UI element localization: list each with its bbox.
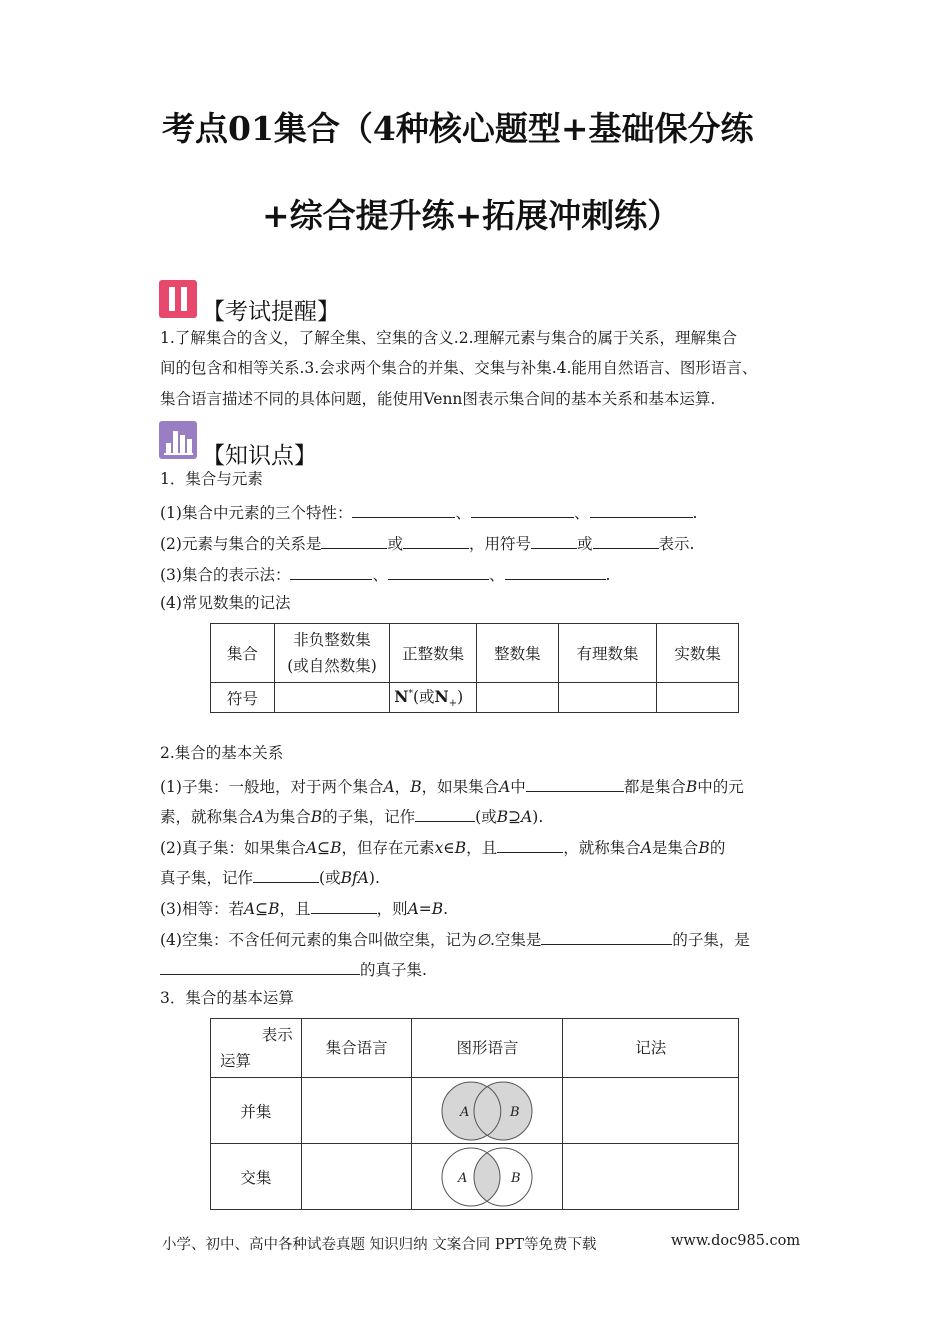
cell-rational-symbol[interactable] [558, 683, 657, 713]
pos-int-n-alt: N [434, 687, 449, 707]
rel-a-eq-b: A=B [407, 900, 444, 918]
var-a: A [499, 778, 511, 796]
k1-line-1 [160, 503, 697, 522]
intersection-venn-diagram [412, 1144, 563, 1210]
pos-int-close: ) [457, 688, 464, 707]
t: 都是集合 [623, 778, 686, 796]
row-union-label: 并集 [211, 1078, 302, 1144]
row-label-symbol: 符号 [211, 683, 275, 713]
header-set: 集合 [211, 624, 275, 683]
header-nonneg-int [274, 624, 390, 683]
blank-method-1[interactable] [290, 565, 372, 580]
var-b: B [410, 778, 422, 796]
pos-int-plus: + [448, 698, 458, 710]
k2-empty-line-1 [160, 930, 750, 949]
footer-text: 小学、初中、高中各种试卷真题 知识归纳 文案合同 PPT等免费下载 [162, 1237, 597, 1253]
sep: 、 [573, 504, 590, 522]
header-real: 实数集 [657, 624, 739, 683]
venn-label-a: A [458, 1170, 468, 1186]
k1-l3-text: (3)集合的表示法： [160, 566, 291, 584]
empty-set-symbol: ∅ [476, 931, 490, 949]
blank-property-3[interactable] [590, 503, 693, 518]
t: 中的元 [697, 778, 744, 796]
venn-label-b: B [511, 1170, 522, 1186]
var-a: A [253, 808, 265, 826]
t: ，就称集合 [563, 839, 641, 857]
cell-intersection-notation[interactable] [563, 1144, 739, 1210]
t: ，且 [279, 900, 311, 918]
exam-reminder-heading: 【考试提醒】 [202, 299, 340, 325]
t: (1)子集：一般地，对于两个集合 [160, 778, 384, 796]
cell-intersection-set-language[interactable] [301, 1144, 412, 1210]
blank-equal-cond[interactable] [311, 899, 377, 914]
t: (3)相等：若 [160, 900, 244, 918]
k2-proper-line-1 [160, 838, 725, 857]
blank-subset-any[interactable] [526, 777, 624, 792]
rel-a-sub-b: A⊆B [305, 839, 342, 857]
k2-empty-line-2 [160, 960, 427, 979]
corner-cell [211, 1019, 302, 1078]
blank-empty-proper[interactable] [160, 960, 360, 975]
k2-subset-line-2 [160, 807, 543, 826]
cell-nonneg-symbol[interactable] [274, 683, 390, 713]
pos-int-star: * [408, 689, 413, 700]
blank-property-2[interactable] [471, 503, 574, 518]
var-b: B [685, 778, 698, 796]
header-nonneg-line1: 非负整数集 [293, 631, 371, 649]
or-text: 或 [577, 535, 593, 553]
footer-website-link[interactable]: www.doc985.com [671, 1233, 801, 1249]
rel-a-sub-b: A⊆B [243, 900, 280, 918]
exam-reminder-line-3: 集合语言描述不同的具体问题，能使用Venn图表示集合间的基本关系和基本运算. [160, 390, 716, 408]
bar-chart-icon [159, 421, 197, 459]
t: 的子集，记作 [322, 808, 416, 826]
sep: 、 [488, 566, 505, 584]
express-text: 表示. [658, 535, 695, 553]
t: 的子集，是 [672, 931, 750, 949]
corner-operation: 运算 [220, 1052, 252, 1070]
blank-symbol-1[interactable] [531, 534, 577, 549]
rel-b-sup-a: B⊇A [496, 808, 533, 826]
k1-l2-text: (2)元素与集合的关系是 [160, 535, 322, 553]
exam-reminder-line-2: 间的包含和相等关系.3.会求两个集合的并集、交集与补集.4.能用自然语言、图形语言、 [160, 359, 758, 377]
t: ， [394, 778, 411, 796]
t: ，且 [466, 839, 498, 857]
var-a: A [640, 839, 652, 857]
t: 是集合 [651, 839, 699, 857]
cell-real-symbol[interactable] [657, 683, 739, 713]
var-b: B [310, 808, 323, 826]
pos-int-n: N [394, 687, 409, 707]
corner-represent: 表示 [261, 1026, 293, 1044]
blank-subset-notation[interactable] [415, 807, 475, 822]
row-intersection-label: 交集 [211, 1144, 302, 1210]
union-venn-diagram [412, 1078, 563, 1144]
number-sets-table [210, 623, 739, 713]
var-a: A [383, 778, 395, 796]
k2-heading: 2.集合的基本关系 [160, 744, 284, 762]
t: ，但存在元素 [341, 839, 435, 857]
cell-union-notation[interactable] [563, 1078, 739, 1144]
blank-relation-2[interactable] [403, 534, 469, 549]
rel-x-in-b: x∈B [434, 839, 467, 857]
t: (4)空集：不含任何元素的集合叫做空集，记为 [160, 931, 477, 949]
sep: 、 [372, 566, 388, 584]
k2-subset-line-1 [160, 777, 744, 796]
t: 素，就称集合 [160, 808, 254, 826]
t: 的真子集. [360, 961, 427, 979]
blank-property-1[interactable] [352, 503, 455, 518]
t: ). [368, 869, 380, 887]
k1-l1-text: (1)集合中元素的三个特性： [160, 504, 353, 522]
k3-heading: 3．集合的基本运算 [160, 989, 294, 1007]
t: ). [532, 808, 544, 826]
rel-b-f-a: BfA [340, 869, 369, 887]
venn-label-a: A [460, 1104, 470, 1120]
sep: 、 [455, 504, 471, 522]
blank-method-2[interactable] [388, 565, 489, 580]
union-venn-icon [412, 1081, 562, 1141]
blank-method-3[interactable] [505, 565, 606, 580]
k1-line-2 [160, 534, 694, 553]
t: 真子集，记作 [160, 869, 254, 887]
symbol-text: ，用符号 [468, 535, 531, 553]
page-title-line2: +综合提升练+拓展冲刺练） [262, 196, 681, 235]
t: 的 [709, 839, 726, 857]
k2-equal-line [160, 899, 448, 918]
t: .空集是 [489, 931, 542, 949]
header-rational: 有理数集 [558, 624, 657, 683]
cell-union-set-language[interactable] [301, 1078, 412, 1144]
exam-reminder-icon [159, 280, 197, 318]
t: 中 [510, 778, 526, 796]
var-b: B [698, 839, 710, 857]
blank-symbol-2[interactable] [593, 534, 659, 549]
blank-proper-cond[interactable] [497, 838, 563, 853]
or-text: 或 [387, 535, 403, 553]
header-int: 整数集 [477, 624, 559, 683]
t: (2)真子集：如果集合 [160, 839, 306, 857]
k1-line-4: (4)常见数集的记法 [160, 594, 291, 612]
header-graphic-language: 图形语言 [412, 1019, 563, 1078]
period: . [605, 566, 611, 584]
exam-reminder-line-1: 1.了解集合的含义，了解全集、空集的含义.2.理解元素与集合的属于关系，理解集合 [160, 329, 738, 347]
header-notation: 记法 [563, 1019, 739, 1078]
pos-int-or: (或 [412, 688, 435, 707]
k1-heading: 1．集合与元素 [160, 470, 263, 488]
blank-proper-notation[interactable] [253, 868, 319, 883]
k2-proper-line-2 [160, 868, 380, 887]
k1-line-3 [160, 565, 610, 584]
t: . [443, 900, 449, 918]
cell-pos-int-symbol [390, 683, 477, 713]
blank-relation-1[interactable] [321, 534, 387, 549]
intersection-venn-icon [412, 1147, 562, 1207]
blank-empty-subset[interactable] [541, 930, 672, 945]
t: (或 [319, 869, 341, 887]
period: . [692, 504, 698, 522]
t: 为集合 [264, 808, 311, 826]
cell-int-symbol[interactable] [477, 683, 559, 713]
header-set-language: 集合语言 [301, 1019, 412, 1078]
t: (或 [475, 808, 497, 826]
set-operations-table [210, 1018, 739, 1210]
page-title-line1: 考点01集合（4种核心题型+基础保分练 [162, 109, 754, 148]
t: ，如果集合 [421, 778, 500, 796]
venn-label-b: B [510, 1104, 521, 1120]
knowledge-heading: 【知识点】 [202, 443, 317, 469]
header-nonneg-line2: (或自然数集) [287, 657, 377, 675]
t: ，则 [376, 900, 408, 918]
header-pos-int: 正整数集 [390, 624, 477, 683]
